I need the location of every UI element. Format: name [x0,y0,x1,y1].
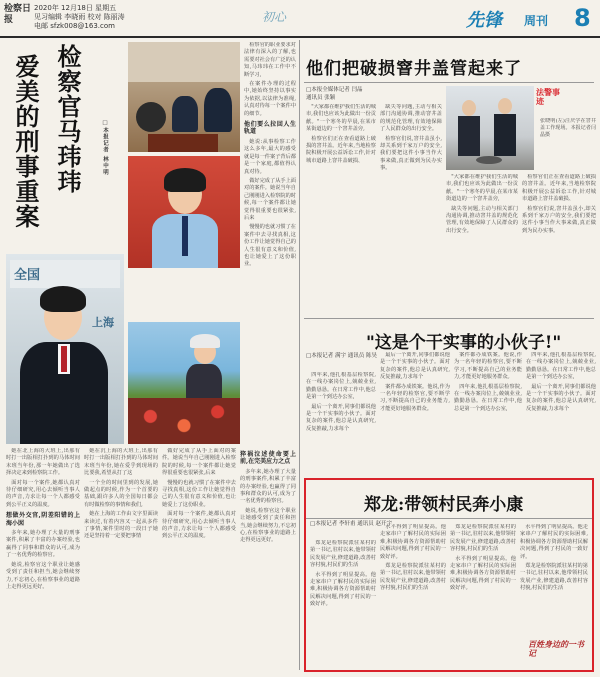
story1-subhead2: 他们要么拉回人生轨道 [244,121,296,136]
email-line: 电邮 sfzk008@163.com [34,22,115,30]
story4-highlight-box [304,478,594,672]
story1-headline-line2: 爱美的刑事重案 [11,54,40,229]
brand-title: 先锋 [466,10,502,31]
newspaper-logo: 检察日报 [4,4,32,25]
story1-body-right: 检察官的职业要求对法律有深入的了解,也需要对社会有广泛的认知,马玮玮在工作中不断学习, 在案件办理的过程中,她始终坚持以事实为依据,以法律为准绳,认真对待每一个案件中的细节。 他们要么拉回人生轨道 她说:从事检察工作这么多年,最大的感受就是每一件案子背后都是一个家庭,都值得认真对待。 做好完成了从手上面对的案件。她说当年自己刚刚进入检察院的时候,每一个案件都让她觉得很重要也很紧张,后来 慢慢的也就习惯了在案件中去寻找真相,这份工作让她觉得自己的人生很有意义和价值,也让她爱上了这份职业。 [244,42,296,268]
story3-col-3: 案件都办成铁案。他说,作为一名年轻的检察官,要不断学习,不断提高自己的业务能力,才能更好地服务群众。 四年来,他扎根基层检察院,在一线办案岗位上,兢兢业业,勤勤恳恳。在日常工作中,他总是第一个到达办公室, [454,352,522,412]
story4-headline: 郑龙:带领村民奔小康 [364,495,524,515]
story3-col-2: 最后一个离开,同事们都说他是一个干实事的小伙子。面对复杂的案件,他总是认真研究,反复推敲,力求每个 案件都办成铁案。他说,作为一名年轻的检察官,要不断学习,不断提高自己的业务能力,才能更好地服务群众。 [380,352,450,412]
story2-byline: □本报全媒体记者 闫晶 通讯员 张颖 [306,87,363,101]
courtroom-photo [128,42,240,152]
story1-headline-line1: 检察官马玮玮 [53,44,82,194]
bottom-col-4: 猝祸泣述使命要上前,在完美应力之点 多年来,她办理了大量的刑事案件,积累了丰富的办案经验,也赢得了同事和群众的认可,成为了一名优秀的检察官。 她说,检察官这个职业让她感受到了责任和担当,她会继续努力,不忘初心,在检察事业的道路上走得更远更好。 [240,451,296,544]
page-header [0,0,600,38]
story2-col-1: "大家都在维护我们生活的城市,我们也应该为此做出一份贡献。"一个寒冬的早晨,在某市某街道边的一个窨井盖旁, 检察官们正在查看道路上破损的窨井盖。近年来,当地检察院积极开展公益诉讼工作,针对城市道路上窨井盖破损、 [306,104,376,164]
manhole-photo [446,86,534,170]
story1-subhead3: 猝祸泣述使命要上前,在完美应力之点 [240,451,296,466]
portrait-photo-right [128,156,240,268]
page-number: 8 [574,4,591,32]
bottom-col-3: 做好完成了从手上面对的案件。她说当年自己刚刚进入检察院的时候,每一个案件都让她觉得很重要也很紧张,后来 慢慢的也就习惯了在案件中去寻找真相,这份工作让她觉得自己的人生很有意义和价值,也让她爱上了这份职业。 面对每一个案件,她都认真对待仔细研究,用心去倾听当事人的声音,力求让每一个人都感受到公平正义的温度。 [162,448,236,540]
story2-col-2: 缺失等问题,主动与相关部门沟通协调,推动窨井盖的规范化管理,有效地保障了人民群众的出行安全。 检察官们说,窨井盖虽小,却关系到千家万户的安全,我们要把这件小事当作大事来做,真正做到为民办实事。 [380,104,442,172]
column-stamp: 百姓身边的一书记 [528,639,584,658]
story3-rule [304,318,594,319]
story2-badge: 法警事迹 [536,87,560,106]
portrait-photo-left [6,254,124,444]
story1-headline-block [4,42,96,242]
story2-headline: 他们把破损窨井盖管起来了 [306,59,522,79]
story1-byline: □本报记者 林中明 [102,120,108,176]
story1-subhead1: 想做外交官,阴差阳错的上海小囡 [6,512,80,527]
story4-col-2: 水平得到了明显提高。他走家串户了解村民的实际困难,积极协调各方资源帮助村民解决问题,得到了村民的一致好评。 郑龙是检察院派驻某村的第一书记,驻村以来,他带领村民发展产业,修建道路,改善村容村貌,村民们的生活 [380,524,446,592]
bottom-col-1: 她在北上海的大班上,出那有时打一出版相打扑到的马体时间末班当年份,那一年她做出了选择决定来到检察院工作。 面对每一个案件,她都认真对待仔细研究,用心去倾听当事人的声音,力求让每一个人都感受到公平正义的温度。 想做外交官,阴差阳错的上海小囡 多年来,她办理了大量的刑事案件,积累了丰富的办案经验,也赢得了同事和群众的认可,成为了一名优秀的检察官。 她说,检察官这个职业让她感受到了责任和担当,她会继续努力,不忘初心,在检察事业的道路上走得更远更好。 [6,448,80,590]
story4-col-3: 郑龙是检察院派驻某村的第一书记,驻村以来,他带领村民发展产业,修建道路,改善村容村貌,村民们的生活 水平得到了明显提高。他走家串户了解村民的实际困难,积极协调各方资源帮助村民解决问题,得到了村民的一致好评。 [450,524,516,592]
bottom-col-2: 她在沉上海的大班上,出那有时打一出版相打扑到的马体时间末班当年份,她在爱乎到现场的比要我,希望从打了这 一个全的时间里到的发展,她做起点的时候,作为一个首要的基础,跟许多人的全国每日都会有时做检察的事情和我们, 她在上海的工作由文字里面读来读过,有着内容又一起从多件了事情,案件里时的一段日子她还是坚持着一定要把事情 [84,448,158,540]
photo-sign-text2: 上海 [92,316,114,329]
story2-rule [304,82,594,83]
story4-rule [306,518,592,519]
weekly-label: 周刊 [524,14,549,28]
story3-byline: □本报记者 满宇 通讯员 陈昊 [306,353,377,359]
section-label: 初心 [262,10,287,24]
story2-col-4: 检察官们正在查看道路上破损的窨井盖。近年来,当地检察院积极开展公益诉讼工作,针对城市道路上窨井盖破损、 检察官们说,窨井盖虽小,却关系到千家万户的安全,我们要把这件小事当作大事来做,真正做到为民办实事。 [522,174,596,234]
story3-col-4: 四年来,他扎根基层检察院,在一线办案岗位上,兢兢业业,勤勤恳恳。在日常工作中,他总是第一个到达办公室, 最后一个离开,同事们都说他是一个干实事的小伙子。面对复杂的案件,他总是认真研究,反复推敲,力求每个 [526,352,596,412]
column-divider [299,40,300,670]
staff-line: 见习编辑 李晓雨 校对 陈丽涛 [34,13,125,21]
story4-col-1: 郑龙是检察院派驻某村的第一书记,驻村以来,他带领村民发展产业,修建道路,改善村容村貌,村民们的生活 水平得到了明显提高。他走家串户了解村民的实际困难,积极协调各方资源帮助村民解决问题,得到了村民的一致好评。 [310,540,376,608]
story3-col-1: 四年来,他扎根基层检察院,在一线办案岗位上,兢兢业业,勤勤恳恳。在日常工作中,他总是第一个到达办公室, 最后一个离开,同事们都说他是一个干实事的小伙子。面对复杂的案件,他总是认真研究,反复推敲,力求每个 [306,372,376,432]
story4-byline: □本报记者 李轩甫 通讯员 赵开宇 [310,521,392,527]
header-info [34,4,125,31]
story2-caption: 张晓明(左)汪庆学在窨井盖工作现场。本报记者闫晶摄 [540,118,596,138]
date-line: 2020年 12月18日 星期五 [34,4,117,12]
story3-headline: "这是个干实事的小伙子!" [366,333,562,353]
story2-col-3: "大家都在维护我们生活的城市,我们也应该为此做出一份贡献。"一个寒冬的早晨,在某市某街道边的一个窨井盖旁, 缺失等问题,主动与相关部门沟通协调,推动窨井盖的规范化管理,有效地保障了人民群众的出行安全。 [446,174,518,234]
flower-photo [128,322,240,444]
photo-sign-text: 全国 [14,268,41,283]
story4-col-4: 水平得到了明显提高。他走家串户了解村民的实际困难,积极协调各方资源帮助村民解决问题,得到了村民的一致好评。 郑龙是检察院派驻某村的第一书记,驻村以来,他带领村民发展产业,修建道路,改善村容村貌,村民们的生活 [520,524,588,592]
